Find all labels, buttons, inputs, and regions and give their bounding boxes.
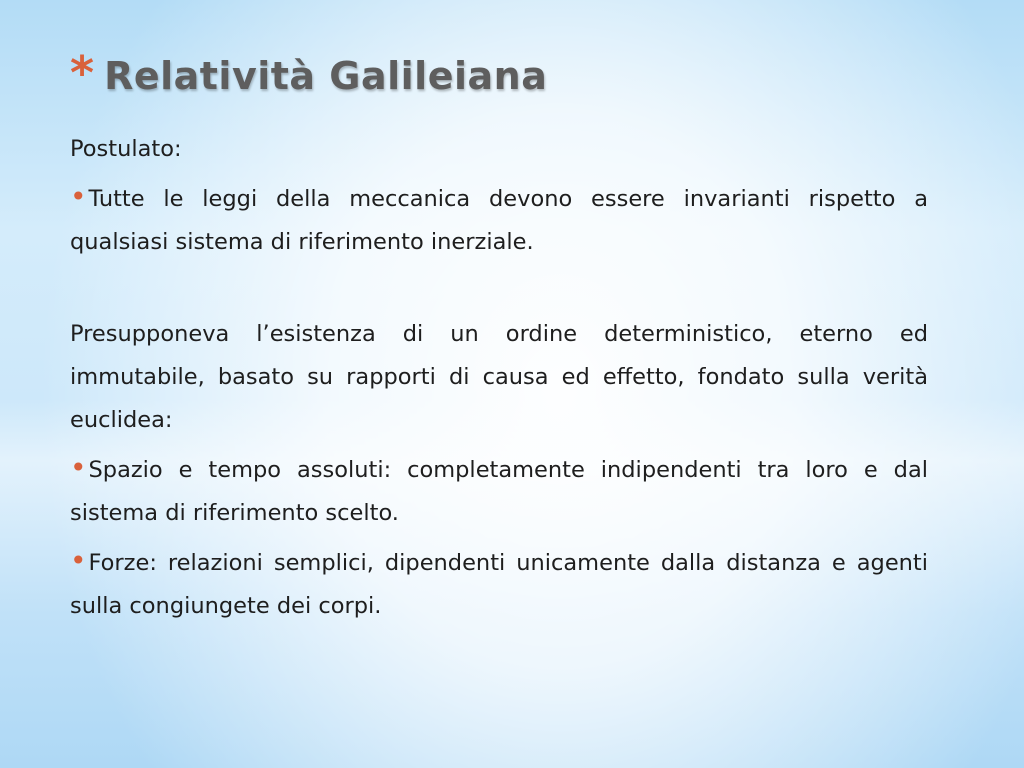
bullet-item-3-text: Forze: relazioni semplici, dipendenti unicamente dalla distanza e agenti sulla congiungete dei corpi. [70,550,928,619]
bullet-item-1 [70,178,928,264]
asterisk-icon: * [70,46,95,100]
bullet-icon: • [70,544,87,577]
bullet-icon: • [70,180,87,213]
bullet-item-2-text: Spazio e tempo assoluti: completamente indipendenti tra loro e dal sistema di riferimento scelto. [70,457,928,526]
postulate-label: Postulato: [70,136,182,162]
bullet-item-1-text: Tutte le leggi della meccanica devono essere invarianti rispetto a qualsiasi sistema di riferimento inerziale. [70,186,928,255]
slide-body [70,128,928,635]
slide-title-row [70,48,547,104]
bullet-item-3 [70,542,928,628]
bullet-item-2 [70,449,928,535]
slide-title: Relatività Galileiana [104,54,548,98]
spacer [70,271,928,313]
bullet-icon: • [70,451,87,484]
body-paragraph: Presupponeva l’esistenza di un ordine deterministico, eterno ed immutabile, basato su rapporti di causa ed effetto, fondato sulla verità euclidea: [70,321,928,433]
